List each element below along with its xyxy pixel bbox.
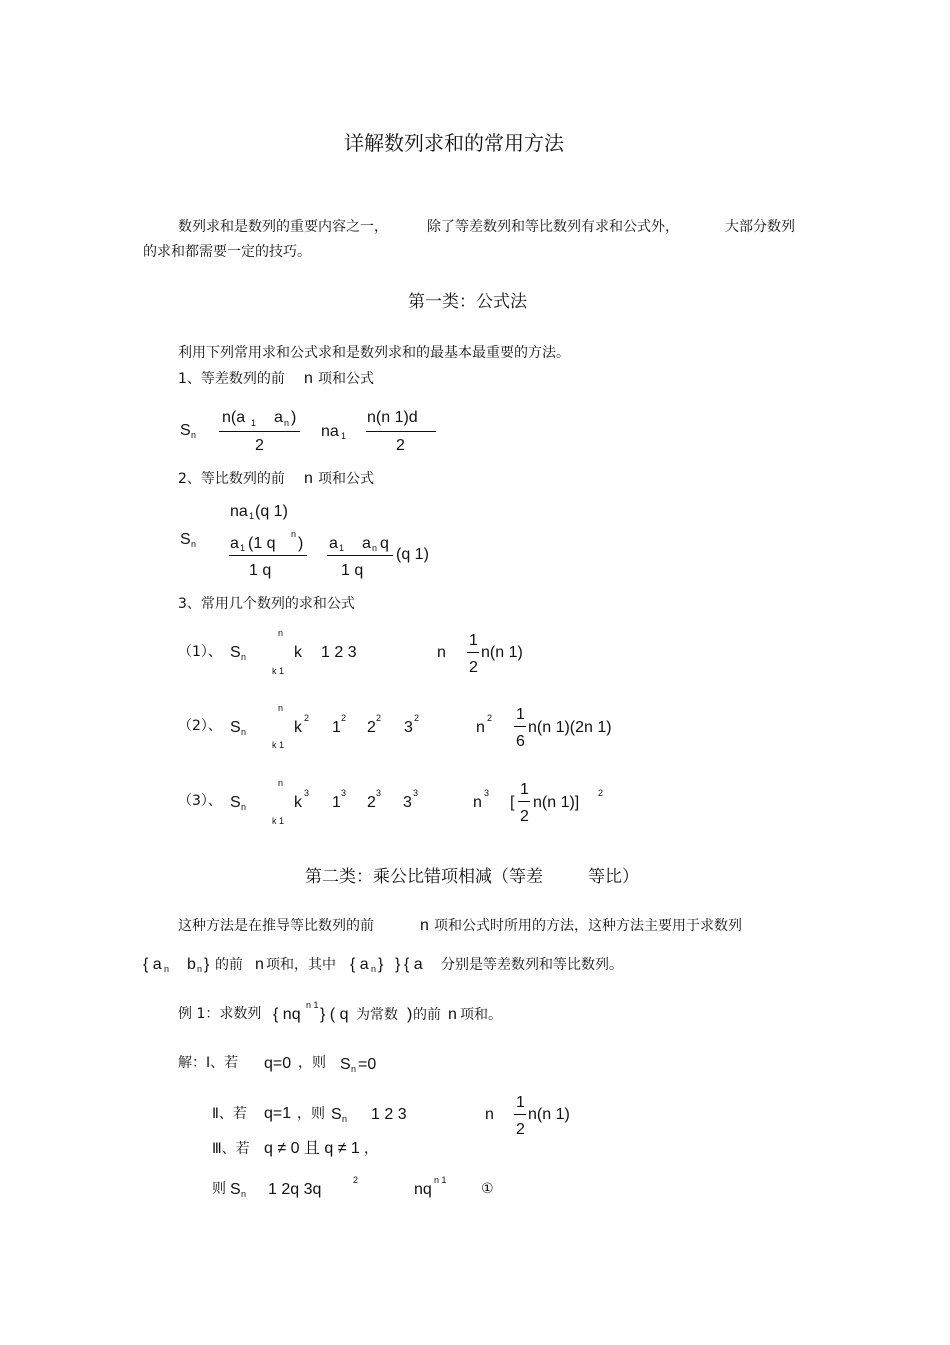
solution-condition: q=1 — [264, 1105, 292, 1122]
solution-case-2: Ⅱ、若 — [212, 1106, 247, 1122]
example-sequence: { nq — [273, 1006, 301, 1023]
formula-label: （3）、 — [178, 793, 222, 809]
fraction-numerator: 1 — [520, 781, 529, 798]
solution-result: =0 — [358, 1056, 377, 1073]
fraction-denominator: 2 — [469, 659, 478, 676]
formula-symbol: S — [180, 531, 191, 548]
formula-term: 1 2 3 — [321, 644, 357, 661]
example-label: 例 1：求数列 — [178, 1006, 262, 1022]
example-paren: ) — [407, 1006, 413, 1023]
fraction-numerator: a — [230, 535, 239, 552]
fraction-numerator: q — [380, 535, 389, 552]
section2-n: n — [420, 917, 429, 934]
formula-term: 3 — [404, 719, 413, 736]
formula-term: k — [294, 794, 302, 811]
formula-term: (q 1) — [255, 503, 288, 520]
sum-lower-limit: k 1 — [272, 666, 285, 676]
intro-text-2: 除了等差数列和等比数列有求和公式外， — [427, 219, 679, 235]
formula-subscript: 1 — [341, 431, 347, 441]
sum-upper-limit: n — [278, 778, 284, 788]
formula-subscript: n — [371, 964, 377, 974]
formula-superscript: n 1 — [434, 1175, 447, 1185]
sequence-brace: } — [395, 956, 401, 973]
fraction-bar — [514, 726, 526, 727]
formula-superscript: n — [291, 529, 297, 539]
fraction-denominator: 2 — [396, 437, 405, 454]
item-arithmetic-label-b: 项和公式 — [318, 371, 374, 387]
item-arithmetic-n: n — [304, 370, 313, 387]
formula-superscript: 3 — [341, 788, 347, 798]
formula-subscript: n — [241, 802, 247, 812]
sequence-brace: { a — [404, 956, 423, 973]
fraction-bar — [219, 431, 300, 432]
formula-superscript: 2 — [414, 713, 420, 723]
sequence-brace: { a — [143, 956, 162, 973]
section2-text: 分别是等差数列和等比数列。 — [441, 957, 623, 973]
sum-lower-limit: k 1 — [272, 816, 285, 826]
formula-subscript: n — [241, 1189, 247, 1199]
solution-text: ，则 — [297, 1106, 325, 1122]
formula-term: n — [437, 644, 446, 661]
fraction-denominator: 6 — [516, 733, 525, 750]
fraction-numerator: ) — [298, 535, 304, 552]
formula-symbol: S — [180, 422, 191, 439]
formula-term: 1 — [332, 794, 341, 811]
intro-text-1: 数列求和是数列的重要内容之一， — [178, 219, 388, 235]
solution-condition: q ≠ 0 且 q ≠ 1 — [264, 1140, 360, 1157]
sequence-brace: } — [378, 956, 384, 973]
formula-symbol: S — [230, 644, 241, 661]
formula-bracket: [ — [510, 794, 515, 811]
sequence-brace: { a — [350, 956, 369, 973]
fraction-numerator: a — [362, 535, 371, 552]
solution-condition: q=0 — [264, 1055, 292, 1072]
section2-text: 项和，其中 — [266, 957, 336, 973]
formula-term: k — [294, 719, 302, 736]
formula-term: na — [321, 423, 339, 440]
fraction-numerator: n(n 1)d — [367, 409, 418, 426]
formula-symbol: S — [230, 1181, 241, 1198]
formula-subscript: 1 — [249, 511, 255, 521]
fraction-bar — [467, 652, 479, 653]
formula-superscript: 2 — [341, 713, 347, 723]
formula-superscript: 2 — [353, 1175, 359, 1185]
formula-subscript: 1 — [339, 543, 345, 553]
formula-subscript: n — [191, 430, 197, 440]
section-heading-subtract-b: 等比） — [588, 867, 639, 887]
section-heading-formula: 第一类：公式法 — [408, 292, 527, 312]
formula-superscript: 3 — [484, 788, 490, 798]
formula-symbol: S — [331, 1106, 342, 1123]
fraction-bar — [229, 555, 307, 556]
formula-term: n(n 1) — [481, 644, 523, 661]
fraction-bar — [327, 555, 393, 556]
fraction-bar — [514, 1114, 526, 1115]
formula-term: n — [476, 719, 485, 736]
formula-subscript: n — [191, 539, 197, 549]
section2-n: n — [255, 956, 264, 973]
section2-text-b: 项和公式时所用的方法，这种方法主要用于求数列 — [434, 918, 742, 934]
formula-term: 1 2 3 — [371, 1106, 407, 1123]
equation-number: ① — [481, 1181, 494, 1197]
formula-term: 2 — [367, 794, 376, 811]
formula-term: 1 — [332, 719, 341, 736]
formula-subscript: n — [241, 652, 247, 662]
formula-superscript: n 1 — [306, 1000, 319, 1010]
formula-label: （1）、 — [178, 644, 222, 660]
formula-subscript: n — [164, 964, 170, 974]
formula-term: n(n 1)(2n 1) — [528, 719, 612, 736]
formula-subscript: 1 — [240, 543, 246, 553]
fraction-denominator: 1 q — [249, 562, 272, 579]
formula-subscript: n — [197, 964, 203, 974]
formula-label: （2）、 — [178, 718, 222, 734]
solution-text: ，则 — [298, 1055, 326, 1071]
formula-term: 1 2q 3q — [268, 1181, 322, 1198]
section-heading-subtract: 第二类：乘公比错项相减（等差 — [305, 867, 543, 887]
fraction-numerator: 1 — [516, 1094, 525, 1111]
fraction-numerator: (1 q — [248, 535, 276, 552]
intro-line-2: 的求和都需要一定的技巧。 — [143, 244, 311, 260]
example-text: 的前 — [413, 1007, 441, 1023]
solution-case-3: Ⅲ、若 — [212, 1141, 250, 1157]
formula-superscript: 3 — [304, 788, 310, 798]
fraction-numerator: 1 — [516, 706, 525, 723]
sum-lower-limit: k 1 — [272, 740, 285, 750]
formula-term: k — [294, 644, 302, 661]
solution-case-1: 解：Ⅰ、若 — [178, 1055, 239, 1071]
section2-text: 这种方法是在推导等比数列的前 — [178, 918, 374, 934]
section2-text: 的前 — [215, 957, 243, 973]
fraction-numerator: ) — [291, 409, 297, 426]
formula-term: na — [230, 503, 248, 520]
formula-term: n(n 1) — [528, 1106, 570, 1123]
fraction-bar — [366, 431, 436, 432]
formula-term: 3 — [403, 794, 412, 811]
sequence-brace: b — [187, 956, 196, 973]
formula-term: n(n 1)] — [533, 794, 580, 811]
formula-subscript: n — [351, 1064, 357, 1074]
formula-symbol: S — [230, 794, 241, 811]
example-n: n — [448, 1006, 457, 1023]
sequence-brace: } — [204, 956, 210, 973]
sum-upper-limit: n — [278, 703, 284, 713]
item-common-sums-label: 3、常用几个数列的求和公式 — [178, 596, 355, 612]
page-title: 详解数列求和的常用方法 — [344, 131, 564, 155]
example-text: 为常数 — [356, 1007, 398, 1023]
item-geometric-n: n — [304, 470, 313, 487]
fraction-denominator: 2 — [255, 437, 264, 454]
fraction-bar — [518, 801, 530, 802]
formula-subscript: n — [241, 727, 247, 737]
fraction-denominator: 1 q — [341, 562, 364, 579]
item-arithmetic-label: 1、等差数列的前 — [178, 371, 285, 387]
sum-upper-limit: n — [278, 628, 284, 638]
solution-then: 则 — [212, 1181, 226, 1197]
formula-subscript: 1 — [251, 418, 257, 428]
formula-superscript: 2 — [376, 713, 382, 723]
fraction-numerator: a — [329, 535, 338, 552]
solution-text: ， — [364, 1141, 378, 1157]
fraction-numerator: 1 — [469, 632, 478, 649]
formula-subscript: n — [284, 418, 290, 428]
item-geometric-label: 2、等比数列的前 — [178, 471, 285, 487]
formula-subscript: n — [372, 543, 378, 553]
formula-superscript: 3 — [413, 788, 419, 798]
formula-term: (q 1) — [396, 546, 429, 563]
formula-symbol: S — [230, 719, 241, 736]
formula-superscript: 3 — [376, 788, 382, 798]
formula-superscript: 2 — [487, 713, 493, 723]
fraction-denominator: 2 — [520, 808, 529, 825]
section-lead: 利用下列常用求和公式求和是数列求和的最基本最重要的方法。 — [178, 345, 570, 361]
formula-subscript: n — [342, 1114, 348, 1124]
formula-term: 2 — [367, 719, 376, 736]
formula-term: n — [485, 1106, 494, 1123]
formula-term: nq — [414, 1181, 432, 1198]
fraction-denominator: 2 — [516, 1121, 525, 1138]
formula-superscript: 2 — [304, 713, 310, 723]
formula-term: n — [473, 794, 482, 811]
formula-symbol: S — [340, 1056, 351, 1073]
intro-text-3: 大部分数列 — [725, 219, 795, 235]
example-text: 项和。 — [460, 1007, 502, 1023]
example-sequence: } ( q — [320, 1006, 349, 1023]
formula-superscript: 2 — [598, 788, 604, 798]
fraction-numerator: a — [274, 409, 283, 426]
item-geometric-label-b: 项和公式 — [318, 471, 374, 487]
fraction-numerator: n(a — [222, 409, 246, 426]
